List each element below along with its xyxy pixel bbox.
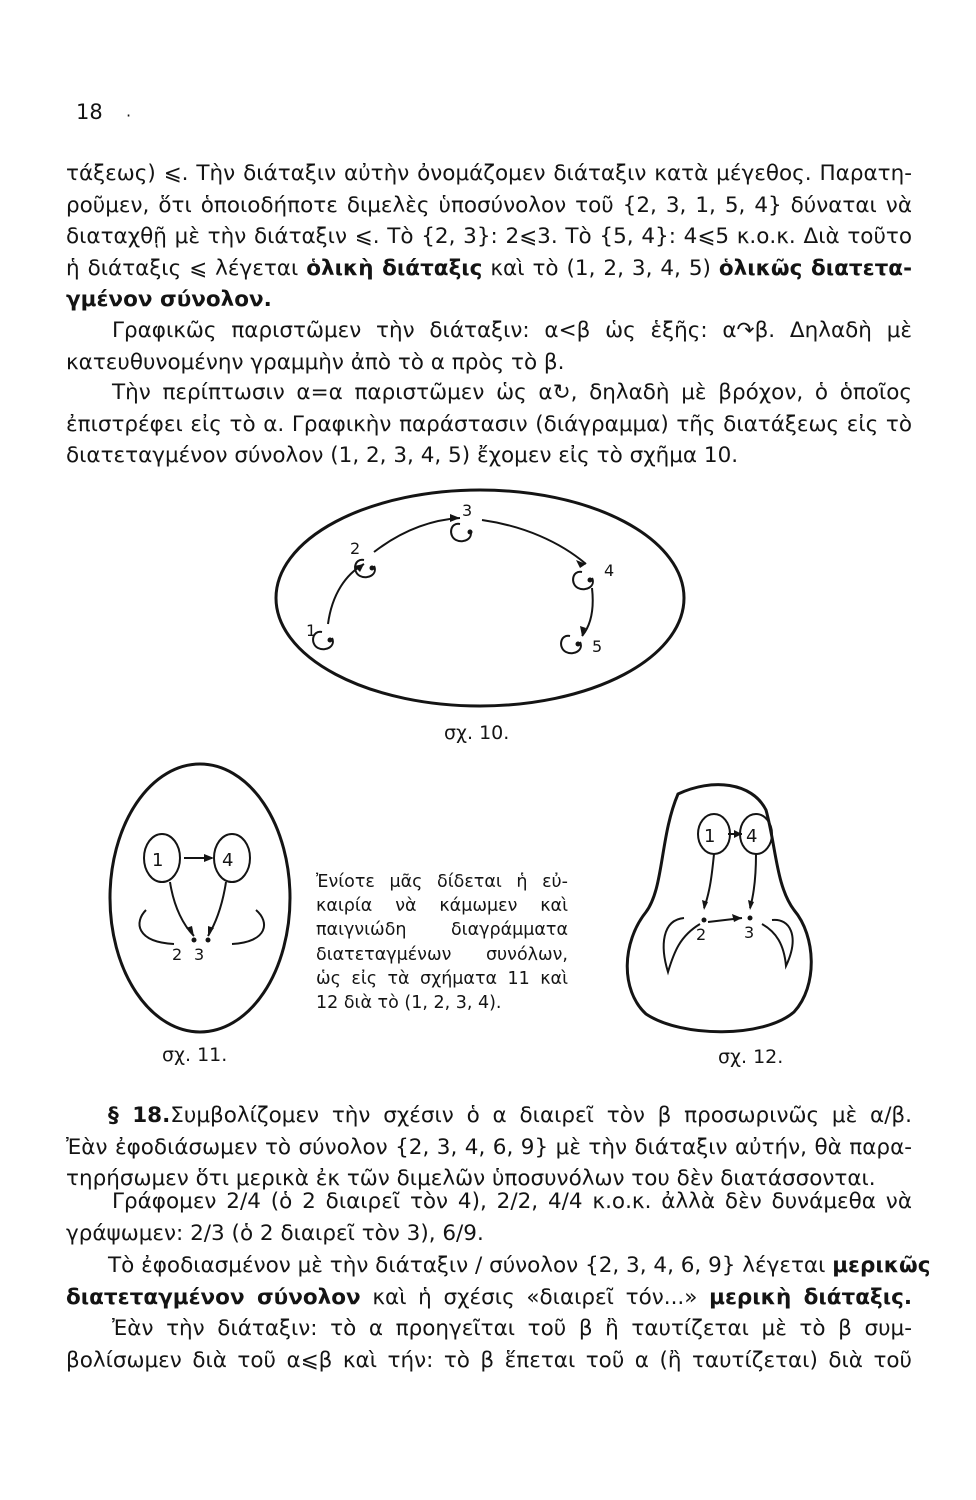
- node-label: 4: [222, 850, 234, 871]
- text-line: Ἐὰν ἐφοδιάσωμεν τὸ σύνολον {2, 3, 4, 6, 9} μὲ τὴν διάταξιν αὐτήν, θὰ παρα-: [66, 1134, 912, 1160]
- text-line: Γραφικῶς παριστῶμεν τὴν διάταξιν: α<β ὡς ἑξῆς: α↷β. Δηλαδὴ μὲ: [112, 318, 912, 343]
- node-label: 2: [350, 539, 361, 558]
- text-run: Συμβολίζομεν τὴν σχέσιν ὁ α διαιρεῖ τὸν β προσωρινῶς μὲ α/β.: [170, 1103, 912, 1128]
- node-label: 2: [696, 925, 707, 944]
- figure-10-caption: σχ. 10.: [444, 722, 510, 744]
- section-number: § 18.: [108, 1103, 171, 1128]
- text-line: Τὴν περίπτωσιν α=α παριστῶμεν ὡς α↻, δηλαδὴ μὲ βρόχον, ὁ ὁποῖος: [112, 380, 912, 405]
- text-line: παιγνιώδη διαγράμματα: [316, 920, 568, 941]
- text-line: Ἐνίοτε μᾶς δίδεται ἡ εὐ-: [316, 872, 568, 892]
- text-line: ὡς εἰς τὰ σχήματα 11 καὶ: [316, 968, 568, 989]
- paragraph-partial-order: [66, 1250, 931, 1376]
- figure-10-diagram: [270, 484, 690, 714]
- term-totally-ordered: ὁλικῶς διατετα-: [718, 255, 912, 281]
- term-partially: μερικῶς: [832, 1253, 931, 1278]
- text-run: καὶ ἡ σχέσις «διαιρεῖ τόν...»: [360, 1284, 710, 1310]
- node-label: 3: [744, 923, 755, 942]
- text-line: γράψωμεν: 2/3 (ὁ 2 διαιρεῖ τὸν 3), 6/9.: [66, 1220, 484, 1246]
- text-line: βολίσωμεν διὰ τοῦ α⩽β καὶ τήν: τὸ β ἕπεται τοῦ α (ἢ ταυτίζεται) διὰ τοῦ: [66, 1347, 912, 1373]
- term-total-order: ὁλικὴ διάταξις: [306, 255, 483, 281]
- figure-12-diagram: [616, 776, 822, 1044]
- figure-11-caption: σχ. 11.: [162, 1044, 228, 1066]
- figure-11-diagram: [104, 758, 296, 1040]
- term-ordered-set: διατεταγμένον σύνολον: [66, 1284, 361, 1310]
- text-line: ροῦμεν, ὅτι ὁποιοδήποτε διμελὲς ὑποσύνολον τοῦ {2, 3, 1, 5, 4} δύναται νὰ: [66, 192, 912, 218]
- node-label: 3: [462, 501, 473, 520]
- text-line: Γράφομεν 2/4 (ὁ 2 διαιρεῖ τὸν 4), 2/2, 4/4 κ.ο.κ. ἀλλὰ δὲν δυνάμεθα νὰ: [112, 1189, 912, 1214]
- node-label: 1: [306, 621, 317, 640]
- text-line: διαταχθῇ μὲ τὴν διάταξιν ⩽. Τὸ {2, 3}: 2⩽3. Τὸ {5, 4}: 4⩽5 κ.ο.κ. Διὰ τοῦτο: [66, 224, 912, 250]
- text-line: τηρήσωμεν ὅτι μερικὰ ἐκ τῶν διμελῶν ὑποσυνόλων του δὲν διατάσσονται.: [66, 1166, 876, 1192]
- text-line: Ἐὰν τὴν διάταξιν: τὸ α προηγεῖται τοῦ β ἢ ταυτίζεται μὲ τὸ β συμ-: [112, 1316, 912, 1342]
- side-note: [316, 870, 568, 1015]
- text-line: 12 διὰ τὸ (1, 2, 3, 4).: [316, 992, 502, 1013]
- node-label: 2: [172, 945, 183, 964]
- figure-12-caption: σχ. 12.: [718, 1046, 784, 1068]
- text-line: [66, 1250, 931, 1282]
- page-number: 18: [76, 100, 103, 124]
- text-line: καιρία νὰ κάμωμεν καὶ: [316, 896, 568, 917]
- text-run: Τὸ ἐφοδιασμένον μὲ τὴν διάταξιν / σύνολον {2, 3, 4, 6, 9} λέγεται: [108, 1253, 833, 1278]
- node-label: 4: [746, 826, 758, 847]
- paragraph-graphic-representation: [66, 315, 912, 378]
- text-run: καὶ τὸ (1, 2, 3, 4, 5): [482, 255, 719, 281]
- term-partial-order: μερικὴ διάταξις.: [709, 1284, 913, 1310]
- paragraph-loop: [66, 377, 912, 472]
- term-totally-ordered-set: γμένον σύνολον.: [66, 287, 272, 313]
- text-line: [66, 253, 912, 285]
- text-line: [66, 1282, 912, 1314]
- text-line: [66, 1100, 912, 1132]
- text-line: ἐπιστρέφει εἰς τὸ α. Γραφικὴν παράστασιν (διάγραμμα) τῆς διατάξεως εἰς τὸ: [66, 411, 912, 437]
- text-line: διατεταγμένον σύνολον (1, 2, 3, 4, 5) ἔχομεν εἰς τὸ σχῆμα 10.: [66, 443, 739, 469]
- page-mark: ·: [126, 106, 132, 125]
- section-18: [66, 1100, 912, 1195]
- node-label: 5: [592, 637, 603, 656]
- text-run: ἡ διάταξις ⩽ λέγεται: [66, 255, 307, 281]
- text-line: διατεταγμένων συνόλων,: [316, 944, 568, 965]
- paragraph-order-by-magnitude: [66, 158, 912, 316]
- node-label: 1: [704, 826, 716, 847]
- node-label: 1: [152, 850, 164, 871]
- text-line: [66, 284, 912, 316]
- text-line: κατευθυνομένην γραμμὴν ἀπὸ τὸ α πρὸς τὸ β.: [66, 349, 565, 375]
- node-label: 4: [604, 561, 615, 580]
- text-line: τάξεως) ⩽. Τὴν διάταξιν αὐτὴν ὀνομάζομεν διάταξιν κατὰ μέγεθος. Παρατη-: [66, 161, 912, 186]
- paragraph-divides-examples: [66, 1186, 912, 1249]
- node-label: 3: [194, 945, 205, 964]
